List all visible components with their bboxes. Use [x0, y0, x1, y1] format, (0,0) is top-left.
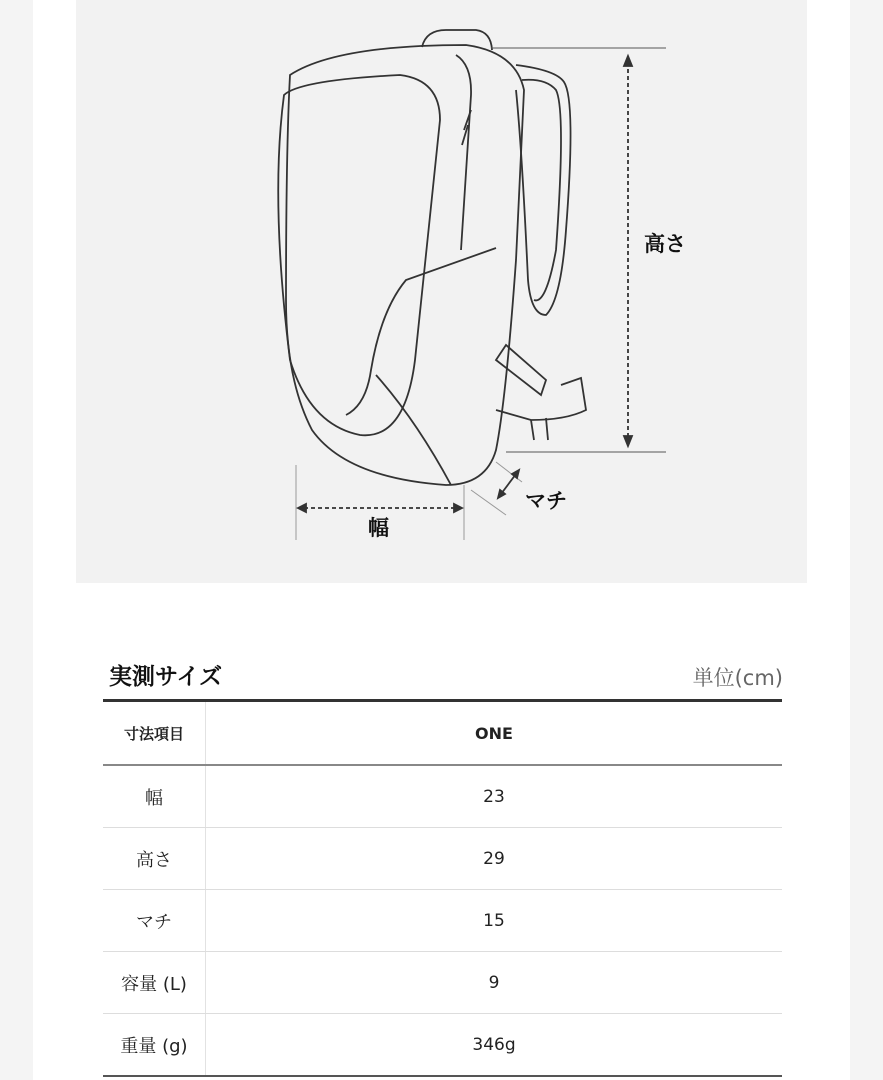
table-header-row: [103, 701, 782, 766]
size-table: [103, 699, 782, 1077]
table-row: [103, 890, 782, 952]
row-value: 9: [206, 952, 783, 1014]
row-value: 29: [206, 828, 783, 890]
unit-label: 単位(cm): [692, 666, 783, 690]
table-row: [103, 1014, 782, 1077]
row-value: 23: [206, 765, 783, 828]
backpack-diagram: [76, 0, 807, 583]
row-item: 重量 (g): [103, 1014, 206, 1077]
table-row: [103, 765, 782, 828]
header-size: ONE: [206, 701, 783, 766]
row-value: 346g: [206, 1014, 783, 1077]
table-row: [103, 952, 782, 1014]
backpack-illustration: [76, 0, 807, 583]
table-row: [103, 828, 782, 890]
row-item: 幅: [103, 765, 206, 828]
row-item: 容量 (L): [103, 952, 206, 1014]
width-label: 幅: [368, 516, 389, 540]
section-title: 実測サイズ: [109, 664, 223, 690]
row-item: マチ: [103, 890, 206, 952]
row-value: 15: [206, 890, 783, 952]
depth-label: マチ: [525, 489, 567, 513]
row-item: 高さ: [103, 828, 206, 890]
header-item: 寸法項目: [103, 701, 206, 766]
height-label: 高さ: [644, 232, 686, 256]
